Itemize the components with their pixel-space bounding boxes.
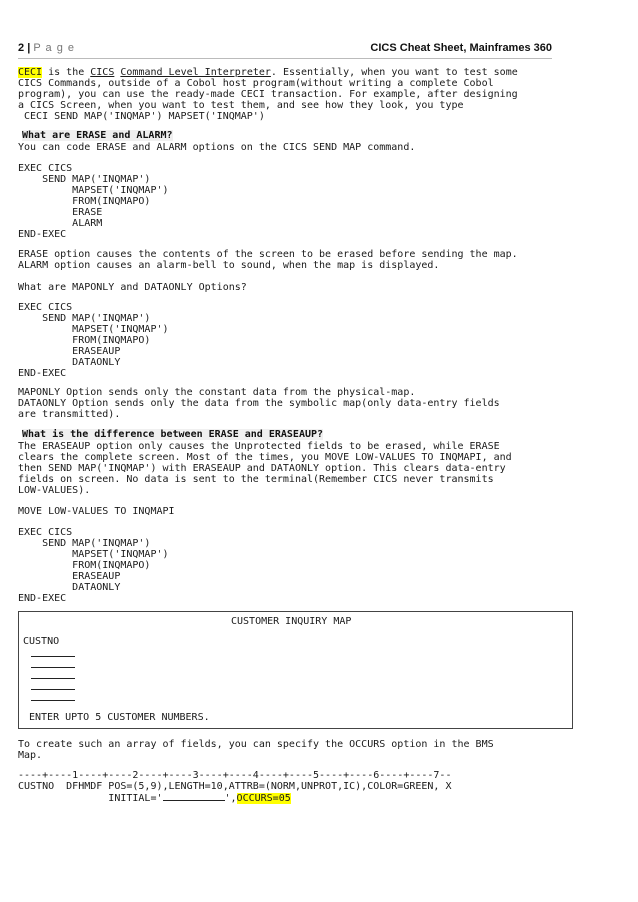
document-title: CICS Cheat Sheet, Mainframes 360 <box>370 42 552 54</box>
map-instruction: ENTER UPTO 5 CUSTOMER NUMBERS. <box>29 712 210 723</box>
dfhmdf-line: CUSTNO DFHMDF POS=(5,9),LENGTH=10,ATTRB=(NORM,UNPROT,IC),COLOR=GREEN, X <box>18 781 452 792</box>
customer-inquiry-map <box>18 611 573 729</box>
move-statement: MOVE LOW-VALUES TO INQMAPI <box>18 506 175 517</box>
intro-paragraph: CECI is the CICS Command Level Interpreter. Essentially, when you want to test some CICS Commands, outside of a Cobol host program(without writing a complete Cobol program), you can use the ready-made CECI transaction. For example, after designing a CICS Screen, when you want to test them, and see how they look, you type CECI SEND MAP('INQMAP') MAPSET('INQMAP') <box>18 67 518 122</box>
erase-alarm-explain: ERASE option causes the contents of the screen to be erased before sending the map. ALARM option causes an alarm-bell to sound, when the map is displayed. <box>18 249 518 271</box>
code-block-3: EXEC CICS SEND MAP('INQMAP') MAPSET('INQMAP') FROM(INQMAPO) ERASEAUP DATAONLY END-EXEC <box>18 527 169 604</box>
occurs-paragraph: To create such an array of fields, you can specify the OCCURS option in the BMS Map. <box>18 739 494 761</box>
occurs-highlight: OCCURS=05 <box>236 793 291 804</box>
erase-alarm-desc: You can code ERASE and ALARM options on the CICS SEND MAP command. <box>18 142 416 153</box>
custno-field-3 <box>31 678 75 679</box>
custno-field-5 <box>31 700 75 701</box>
page-header <box>18 40 552 59</box>
custno-field-1 <box>31 656 75 657</box>
erase-alarm-heading: What are ERASE and ALARM? <box>22 130 173 141</box>
eraseaup-explain: The ERASEAUP option only causes the Unprotected fields to be erased, while ERASE clears the complete screen. Most of the times, you MOVE LOW-VALUES TO INQMAPI, and then SEND MAP('INQMAP') with ERASEAUP and DATAONLY option. This clears data-entry fields on screen. No data is sent to the terminal(Remember CICS never transmits LOW-VALUES). <box>18 441 512 496</box>
column-ruler: ----+----1----+----2----+----3----+----4----+----5----+----6----+----7-- <box>18 770 452 781</box>
maponly-question: What are MAPONLY and DATAONLY Options? <box>18 282 247 293</box>
cli-term: Command Level Interpreter <box>120 67 271 78</box>
page-number-label: 2 | P a g e <box>18 42 75 54</box>
initial-blank <box>163 792 225 801</box>
custno-field-2 <box>31 667 75 668</box>
map-custno-label: CUSTNO <box>23 636 60 647</box>
cics-term: CICS <box>90 67 115 78</box>
code-block-1: EXEC CICS SEND MAP('INQMAP') MAPSET('INQMAP') FROM(INQMAPO) ERASE ALARM END-EXEC <box>18 163 169 240</box>
maponly-explain: MAPONLY Option sends only the constant data from the physical-map. DATAONLY Option sends only the data from the symbolic map(only data-entry fields are transmitted). <box>18 387 500 420</box>
ceci-term: CECI <box>18 67 43 78</box>
custno-field-4 <box>31 689 75 690</box>
initial-line: INITIAL=' ',OCCURS=05 <box>18 793 291 804</box>
eraseaup-heading: What is the difference between ERASE and ERASEAUP? <box>22 429 324 440</box>
map-title: CUSTOMER INQUIRY MAP <box>231 616 352 627</box>
code-block-2: EXEC CICS SEND MAP('INQMAP') MAPSET('INQMAP') FROM(INQMAPO) ERASEAUP DATAONLY END-EXEC <box>18 302 169 379</box>
